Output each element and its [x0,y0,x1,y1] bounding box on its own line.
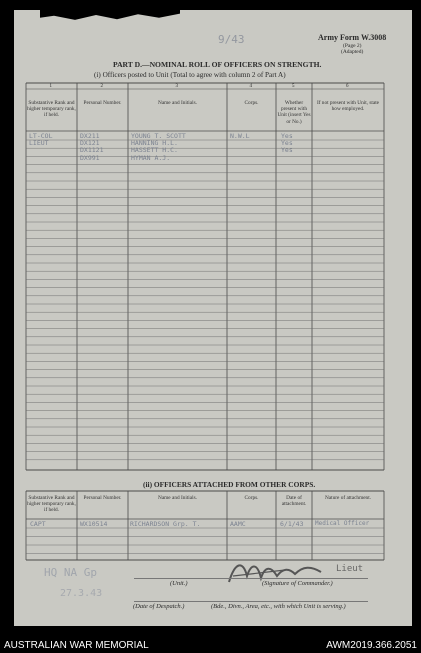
table-cell: AAMC [230,520,246,528]
handwritten-ref: 9/43 [218,33,245,46]
form-page: (Page 2) [343,43,362,49]
area-label: (Bde., Divn., Area, etc., with which Unit is serving.) [211,603,346,610]
caption-left: AUSTRALIAN WAR MEMORIAL [4,640,149,651]
table-cell: Yes [281,146,293,155]
column-number: 2 [100,84,103,89]
signature-label: (Signature of Commander.) [262,580,333,587]
column-number: 4 [249,84,252,89]
despatch-label: (Date of Despatch.) [133,603,185,610]
column-header: Name and Initials. [158,495,197,501]
table-cell: Medical Officer [315,520,370,527]
column-header: Nature of attachment. [324,495,372,501]
table-cell: HASSETT H.C. [131,146,178,155]
caption-bar [0,637,421,653]
unit-handwritten: HQ NA Gp [44,566,97,579]
column-header: Personal Number. [83,495,122,501]
column-header: Personal Number. [83,100,122,106]
table-cell: CAPT [30,520,46,528]
form-adapted: (Adapted) [341,49,364,55]
column-header: Corps. [244,100,259,106]
signature-line [134,578,368,579]
date-handwritten: 27.3.43 [60,588,103,599]
table-cell: HANNING H.L. [131,139,178,148]
column-header: Name and Initials. [158,100,197,106]
column-header: Corps. [244,495,259,501]
unit-label: (Unit.) [170,580,188,587]
table-cell: RICHARDSON Grp. T. [130,520,201,528]
table-cell: 6/1/43 [280,520,304,528]
table-cell: DX991 [80,153,100,162]
table-cell: LIEUT [29,139,49,148]
section2-title: (ii) OFFICERS ATTACHED FROM OTHER CORPS. [143,480,316,489]
column-header: Whether present with Unit (insert Yes or No.) [277,100,311,125]
caption-right: AWM2019.366.2051 [326,640,417,651]
column-header: Date of attachment. [281,495,307,508]
form-title: Army Form W.3008 [318,33,387,42]
table-cell: DX211 [80,132,100,140]
signature-rank: Lieut [336,564,364,574]
column-number: 6 [346,84,349,89]
column-number: 1 [49,84,52,89]
table-cell: HYMAN A.J. [131,153,171,162]
table-cell: N.W.L [230,132,250,140]
despatch-line [134,601,368,602]
column-number: 5 [292,84,295,89]
table-cell: WX10514 [80,520,108,528]
part-subtitle: (i) Officers posted to Unit (Total to agree with column 2 of Part A) [94,71,286,79]
table-cell: YOUNG T. SCOTT [131,132,186,140]
table-cell: DX121 [80,139,100,148]
column-header: Substantive Rank and higher temporary rank, if held. [27,100,76,119]
table-cell: Yes [281,132,293,140]
part-title: PART D.—NOMINAL ROLL OF OFFICERS ON STRENGTH. [113,60,322,69]
table-cell: DX1121 [80,146,104,155]
column-number: 3 [175,84,178,89]
column-header: If not present with Unit, state how employed. [316,100,380,113]
table-cell: Yes [281,139,293,148]
table-cell: LT-COL [29,132,53,140]
column-header: Substantive Rank and higher temporary rank, if held. [27,495,76,514]
